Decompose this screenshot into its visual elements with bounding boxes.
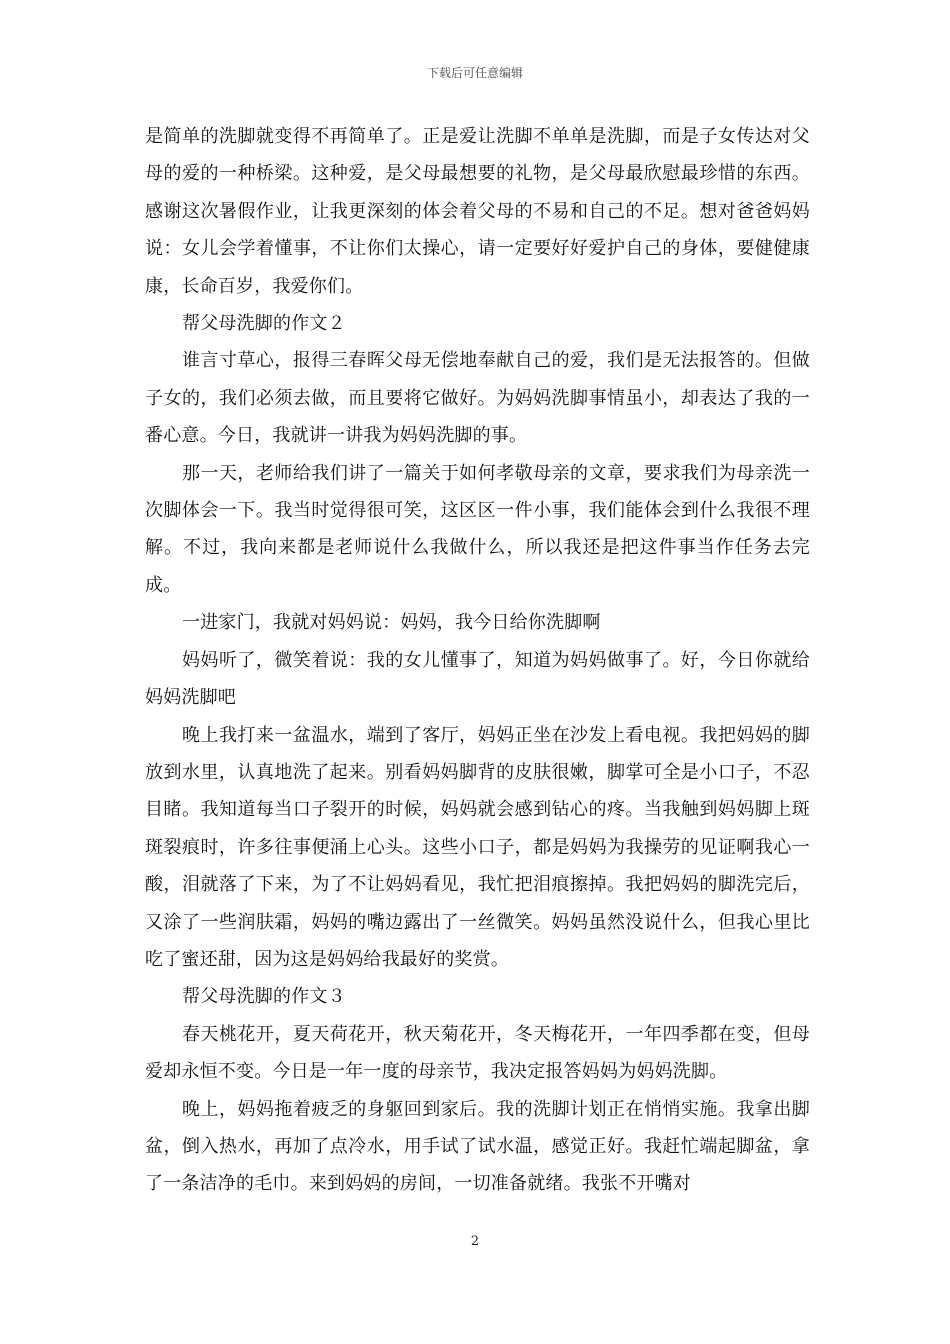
essay-body xyxy=(145,118,810,1203)
paragraph: 妈妈听了，微笑着说：我的女儿懂事了，知道为妈妈做事了。好，今日你就给妈妈洗脚吧 xyxy=(145,649,810,709)
paragraph: 春天桃花开，夏天荷花开，秋天菊花开，冬天梅花开，一年四季都在变，但母爱却永恒不变。今日是一年一度的母亲节，我决定报答妈妈为妈妈洗脚。 xyxy=(145,1023,810,1083)
paragraph: 谁言寸草心，报得三春晖父母无偿地奉献自己的爱，我们是无法报答的。但做子女的，我们必须去做，而且要将它做好。为妈妈洗脚事情虽小，却表达了我的一番心意。今日，我就讲一讲我为妈妈洗脚的事。 xyxy=(145,350,810,447)
paragraph: 晚上我打来一盆温水，端到了客厅，妈妈正坐在沙发上看电视。我把妈妈的脚放到水里，认真地洗了起来。别看妈妈脚背的皮肤很嫩，脚掌可全是小口子，不忍目睹。我知道每当口子裂开的时候，妈妈就会感到钻心的疼。当我触到妈妈脚上斑斑裂痕时，许多往事便涌上心头。这些小口子，都是妈妈为我操劳的见证啊我心一酸，泪就落了下来，为了不让妈妈看见，我忙把泪痕擦掉。我把妈妈的脚洗完后，又涂了一些润肤霜，妈妈的嘴边露出了一丝微笑。妈妈虽然没说什么，但我心里比吃了蜜还甜，因为这是妈妈给我最好的奖赏。 xyxy=(145,724,810,970)
paragraph: 一进家门，我就对妈妈说：妈妈，我今日给你洗脚啊 xyxy=(182,612,601,634)
page-number: 2 xyxy=(470,1234,480,1249)
page-header-note: 下载后可任意编辑 xyxy=(426,66,523,80)
paragraph: 晚上，妈妈拖着疲乏的身躯回到家后。我的洗脚计划正在悄悄实施。我拿出脚盆，倒入热水，再加了点冷水，用手试了试水温，感觉正好。我赶忙端起脚盆，拿了一条洁净的毛巾。来到妈妈的房间，一切准备就绪。我张不开嘴对 xyxy=(145,1098,810,1195)
paragraph-continuation: 是简单的洗脚就变得不再简单了。正是爱让洗脚不单单是洗脚，而是子女传达对父母的爱的一种桥梁。这种爱，是父母最想要的礼物，是父母最欣慰最珍惜的东西。感谢这次暑假作业，让我更深刻的体会着父母的不易和自己的不足。想对爸爸妈妈说：女儿会学着懂事，不让你们太操心，请一定要好好爱护自己的身体，要健健康康，长命百岁，我爱你们。 xyxy=(145,126,810,297)
essay-heading-3: 帮父母洗脚的作文３ xyxy=(182,986,346,1008)
essay-heading-2: 帮父母洗脚的作文２ xyxy=(182,313,346,335)
paragraph: 那一天，老师给我们讲了一篇关于如何孝敬母亲的文章，要求我们为母亲洗一次脚体会一下。我当时觉得很可笑，这区区一件小事，我们能体会到什么我很不理解。不过，我向来都是老师说什么我做什么，所以我还是把这件事当作任务去完成。 xyxy=(145,462,810,596)
